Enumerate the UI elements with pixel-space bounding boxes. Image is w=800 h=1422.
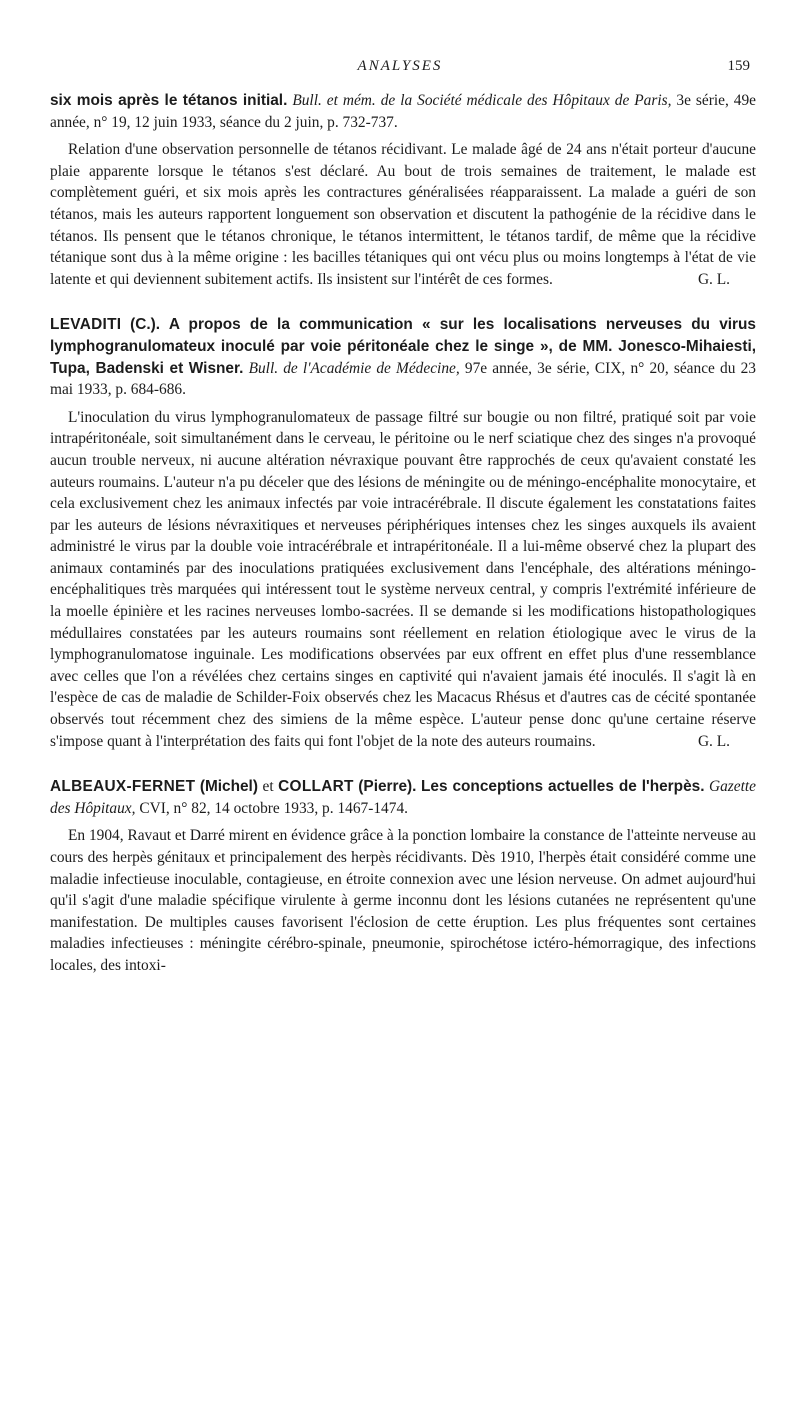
- citation-details: 3e série, 49e année, n° 19, 12 juin 1933, séance du 2 juin, p. 732-737.: [50, 92, 756, 131]
- author-name: ALBEAUX-FERNET: [50, 778, 196, 796]
- signature: G. L.: [697, 732, 730, 750]
- conjunction: et: [262, 778, 274, 796]
- abstract-body: [50, 139, 756, 290]
- author-name: LEVADITI: [50, 316, 122, 334]
- author-first-name: (Michel): [199, 778, 258, 796]
- page-number: 159: [727, 58, 750, 74]
- entry-title: six mois après le tétanos initial.: [50, 92, 288, 109]
- journal-name: Bull. et mém. de la Société médicale des Hôpitaux de Paris,: [292, 92, 672, 109]
- citation-details: 97e année, 3e série, CIX, n° 20, séance du 23 mai 1933, p. 684-686.: [50, 359, 756, 399]
- abstract-text: L'inoculation du virus lymphogranulomateux de passage filtré sur bougie ou non filtré, pratiqué soit par voie intrapéritonéale, soit simultanément dans le cerveau, le péritoine ou le nerf sciatique chez des singes n'a provoqué aucun trouble nerveux, ni aucune altération névraxique pouvant être rapprochés de ceux qu'avaient constaté les auteurs roumains. L'auteur n'a pu déceler que des lésions de méningite ou de méningo-encéphalite monocytaire, et cela exclusivement chez les animaux infectés par voie intracérébrale. Il discute également les constatations faites par les auteurs de lésions névraxitiques et nerveuses périphériques intenses chez les singes auxquels ils avaient administré le virus par la double voie intracérébrale et intrapéritonéale. Il a lui-même observé chez la plupart des animaux contaminés par des inoculations pratiquées exclusivement dans l'encéphale, des altérations méningo-encéphalitiques très marquées qui intéressent tout le système nerveux central, y compris l'extrémité inférieure de la moelle épinière et les racines nerveuses lombo-sacrées. Il se demande si les modifications histopathologiques médullaires constatées par les auteurs roumains sont réellement en relation étiologique avec le virus de la lymphogranulomatose inguinale. Les modifications observées par eux offrent en effet plus d'une ressemblance avec celles que l'on a révélées chez certains singes en captivité qui n'avaient jamais été inoculés. Il s'agit là en l'espèce de cas de maladie de Schilder-Foix observés chez les Macacus Rhésus et d'autres cas de cécité spontanée observés tout récemment chez des simiens de la même espèce. L'auteur pense donc qu'une certaine réserve s'impose quant à l'interprétation des faits qui font l'objet de la note des auteurs roumains.: [50, 408, 756, 750]
- citation-details: CVI, n° 82, 14 octobre 1933, p. 1467-1474.: [139, 799, 408, 817]
- abstract-body: [50, 407, 756, 753]
- page-content: [50, 90, 756, 977]
- abstract-body: [50, 825, 756, 976]
- abstract-entry: [50, 90, 756, 290]
- running-header: [0, 58, 800, 80]
- abstract-entry: [50, 314, 756, 752]
- entry-title: A propos de la communication « sur les localisations nerveuses du virus lymphogranulomateux inoculé par voie péritonéale chez le singe », de MM. Jonesco-Mihaiesti, Tupa, Badenski et Wisner.: [50, 316, 756, 377]
- entry-citation: [50, 90, 756, 133]
- entry-citation: [50, 314, 756, 400]
- entry-title: Les conceptions actuelles de l'herpès.: [421, 778, 705, 796]
- author-initial: (C.).: [130, 316, 161, 334]
- running-title: ANALYSES: [357, 58, 443, 74]
- signature: G. L.: [697, 270, 730, 288]
- abstract-text: Relation d'une observation personnelle de tétanos récidivant. Le malade âgé de 24 ans n'était porteur d'aucune plaie apparente lorsque le tétanos s'est déclaré. Au bout de trois semaines de traitement, le malade est complètement guéri, et six mois après les contractures généralisées réapparaissent. La malade a guéri de son tétanos, mais les auteurs rapportent longuement son observation et discutent la pathogénie de la récidive dans le tétanos. Ils pensent que le tétanos chronique, le tétanos intermittent, le tétanos tardif, de même que la récidive tétanique sont dus à la même origine : les bacilles tétaniques qui ont vécu plus ou moins longtemps à l'état de vie latente et qui deviennent subitement actifs. Ils insistent sur l'intérêt de ces formes.: [50, 141, 756, 288]
- author-first-name: (Pierre).: [358, 778, 417, 796]
- entry-citation: [50, 776, 756, 819]
- abstract-entry: [50, 776, 756, 976]
- journal-name: Gazette des Hôpitaux,: [50, 778, 757, 817]
- abstract-text: En 1904, Ravaut et Darré mirent en évidence grâce à la ponction lombaire la constance de l'atteinte nerveuse au cours des herpès génitaux et principalement des herpès récidivants. Dès 1910, l'herpès était considéré comme une maladie infectieuse inoculable, contagieuse, en étroite connexion avec une lésion nerveuse. On admet aujourd'hui qu'il s'agit d'une maladie spécifique virulente à germe inconnu dont les lésions cutanées ne représentent qu'une manifestation. De multiples causes favorisent l'éclosion de cette éruption. Les plus fréquentes sont certaines maladies infectieuses : méningite cérébro-spinale, pneumonie, spirochétose ictéro-hémorragique, des infections locales, des intoxi-: [50, 827, 756, 974]
- journal-name: Bull. de l'Académie de Médecine,: [248, 359, 460, 377]
- author-name: COLLART: [278, 778, 354, 796]
